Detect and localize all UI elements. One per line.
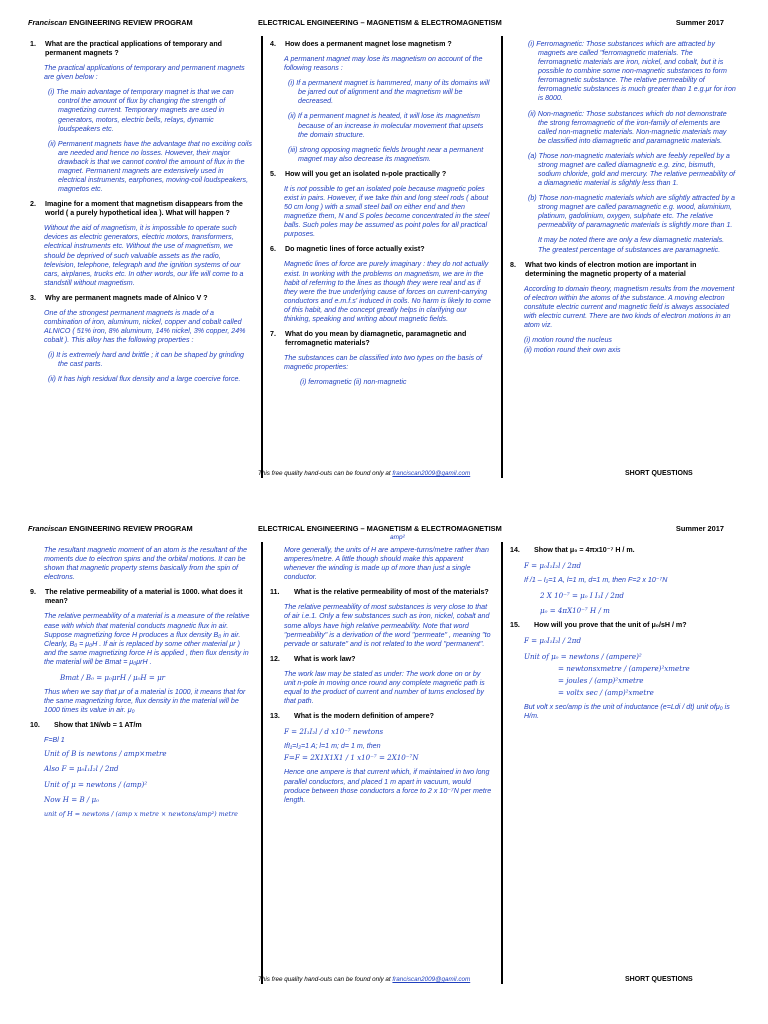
header-term: Summer 2017 (675, 18, 724, 27)
footer-email-link[interactable]: franciscan2009@gamil.com (392, 470, 471, 477)
footer-section-label: SHORT QUESTIONS (625, 976, 693, 983)
answer-14-1: F = μ₀I₁I₂l / 2πd (524, 561, 582, 571)
answer-4: A permanent magnet may lose its magnetism on account of the following reasons : (284, 55, 483, 73)
column-divider (261, 542, 263, 984)
answer-4-iii: (iii) strong opposing magnetic fields brought near a permanent magnet may also decrease its magnetism. (288, 145, 484, 163)
handout-page-2 (0, 524, 768, 1014)
answer-4-ii: (ii) If a permanent magnet is heated, it will lose its magnetism because of an increase in molecular movement that upsets the domain structure. (288, 112, 484, 139)
question-15: 15. How will you prove that the unit of μ₀/sH / m? (510, 621, 687, 630)
answer-5: It is not possible to get an isolated pole because magnetic poles exist in pairs. However, if we take thin and long steel rods ( about 50 cm long ) with a small steel ball on either end and then magnetize them, N and S poles become concentrated in the steel balls. Such poles may be assumed as point poles for all practical purposes. (284, 184, 490, 239)
question-9: 9. The relative permeability of a material is 1000. what does it mean? (30, 588, 243, 606)
answer-7-diamagnetic: (a) Those non-magnetic materials which are feebly repelled by a strong magnet are called diamagnetic e.g. zinc, bismuth, sodium chloride, gold and mercury. The relative permeability of a diamagnetic material is slightly less than 1. (528, 151, 736, 188)
answer-10-2: Unit of B is newtons / amp×metre (44, 749, 167, 759)
answer-6: Magnetic lines of force are purely imaginary : they do not actually exist. In working with the problems on magnetism, we are in the habit of referring to the lines as though they were real and as if they were the true underlying cause of forces on current-carrying conductors and e.m.f.s' induced in coils. No harm is likely to come of this habit, and the concept greatly helps in clarifying our thinking, speaking and writing about magnetic fields. (284, 260, 491, 323)
answer-13-4: Hence one ampere is that current which, if maintained in two long parallel conductors, and placed 1 m apart in vacuum, would produce between those conductors a force to 2 x 10⁻⁷N per metre length. (284, 768, 492, 804)
header-program: ENGINEERING REVIEW PROGRAM (67, 18, 193, 27)
question-5: 5. How will you get an isolated n-pole practically ? (270, 169, 447, 178)
header-program: ENGINEERING REVIEW PROGRAM (67, 524, 193, 533)
answer-11: The relative permeability of most substances is very close to that of air i.e.1. Only a few substances such as iron, nickel, cobalt and some alloys have high relative permeability. Note that word "permeability" is a derivation of the word "permeate" , meaning "to pervade or saturate" and is not related to the word "permanent". (284, 603, 491, 648)
answer-8: According to domain theory, magnetism results from the movement of electron within the atoms of the substance. A moving electron constitute electric current and magnetic field is always associated with electric current. There are two kinds of electron motions in an atom viz. (524, 284, 735, 330)
answer-14-3: 2 X 10⁻⁷ = μ₀ I I₁I / 2πd (540, 591, 624, 601)
question-11: 11. What is the relative permeability of most of the materials? (270, 588, 489, 597)
answer-12: The work law may be stated as under: The work done on or by unit n-pole in moving once round any complete magnetic path is equal to the product of current and number of turns enclosed by that path. (284, 669, 485, 706)
answer-13-2: IfI₁=I₂=1 A; l=1 m; d= 1 m, then (284, 742, 381, 751)
answer-7-types: (i) ferromagnetic (ii) non-magnetic (300, 378, 407, 387)
header-org-italic: Franciscan (28, 524, 68, 533)
answer-13-3: F=F = 2X1X1X1 / 1 x10⁻⁷ = 2X10⁻⁷N (284, 753, 419, 763)
column-2 (270, 40, 492, 393)
answer-7: The substances can be classified into two types on the basis of magnetic properties: (284, 354, 482, 372)
column-1 (30, 546, 252, 824)
column-2 (270, 546, 492, 811)
page-header (28, 18, 740, 30)
header-term: Summer 2017 (675, 524, 724, 533)
answer-15-1: F = μ₀I₁I₂l / 2πd (524, 636, 582, 646)
answer-8-continued: The resultant magnetic moment of an atom is the resultant of the moments due to electron spins and the orbital motions. It can be shown that magnetic property stems basically from the spin of electrons. (44, 546, 248, 582)
answer-1-intro: The practical applications of temporary and permanent magnets are given below : (44, 64, 245, 82)
answer-4-i: (i) If a permanent magnet is hammered, many of its domains will be jarred out of alignment and the magnetism will be decreased. (288, 79, 490, 106)
answer-10-3: Also F = μ₀I₁I₂l / 2πd (44, 764, 119, 774)
answer-15-2: Unit of μ₀ = newtons / (ampere)² (524, 651, 642, 661)
answer-14-2: If /1 – I₂=1 A, l=1 m, d=1 m, then F=2 x 10⁻⁷N (524, 576, 668, 585)
column-divider (261, 36, 263, 478)
answer-9-b: Thus when we say that μr of a material is 1000, it means that for the same magnetizing force, flux density in the material will be 1000 times its value in air. μ₀ (44, 688, 246, 715)
column-divider (501, 36, 503, 478)
header-subject: ELECTRICAL ENGINEERING – MAGNETISM & ELECTROMAGNETISM (258, 18, 502, 27)
question-13: 13. What is the modern definition of ampere? (270, 712, 434, 721)
question-10: 10. Show that 1N/wb = 1 AT/m (30, 721, 142, 730)
formula-9: Bmat / B₀ = μ₀μrH / μ₀H = μr (60, 672, 166, 682)
column-divider (501, 542, 503, 984)
answer-10-continued: More generally, the units of H are ampere-turns/metre rather than amperes/metre. A little though should make this apparent whenever the winding is made up of more than just a single conductor. (284, 546, 489, 582)
header-subject: ELECTRICAL ENGINEERING – MAGNETISM & ELECTROMAGNETISM (258, 524, 502, 533)
answer-9: The relative permeability of a material is a measure of the relative ease with which that material conducts magnetic flux in air. Suppose magnetizing force H produces a flux density B₀ in air. Clearly, B₀ = μ₀H . If air is replaced by some other material μr ) and the same magnetizing force H is applied , then flux density in the material will be Bmat = μ₀μrH . (44, 612, 250, 666)
answer-3-i: (i) It is extremely hard and brittle ; it can be shaped by grinding the cast parts. (48, 351, 244, 369)
answer-7-non-magnetic: (ii) Non-magnetic: Those substances which do not demonstrate the strong ferromagnetic of the iron-family of elements are called non-magnetic materials. Non-magnetic materials may be classified into diamagnetic and paramagnetic materials. (528, 109, 727, 145)
answer-13-1: F = 2I₁I₂l / d x10⁻⁷ newtons (284, 727, 384, 737)
question-3: 3. Why are permanent magnets made of Alnico V ? (30, 293, 208, 302)
answer-1-i: (i) The main advantage of temporary magnet is that we can control the amount of flux by changing the strength of magnetizing current. Temporary magnets are used in generators, motors, electric bells, relays, dynamic loudspeakers etc. (48, 88, 234, 133)
answer-10-6: unit of H = newtons / (amp x metre × newtons/amp²) metre (44, 809, 238, 818)
answer-7-note: It may be noted there are only a few diamagnetic materials. The greatest percentage of substances are paramagnetic. (538, 236, 725, 254)
top-note: amp² (390, 534, 405, 541)
question-2: 2. Imagine for a moment that magnetism disappears from the world ( a purely hypothetical idea ). What will happen ? (30, 200, 243, 218)
column-3 (510, 40, 736, 361)
column-3 (510, 546, 736, 727)
answer-15-3: = newtonsxmetre / (ampere)²xmetre (558, 663, 690, 673)
answer-7-paramagnetic: (b) Those non-magnetic materials which are slightly attracted by a strong magnet are called paramagnetic e.g. wood, aluminium, platinum, gadolinium, oxygen, sulphate etc. The relative permeability of paramagnetic materials is slightly more than 1. (528, 194, 735, 230)
footer-section-label: SHORT QUESTIONS (625, 470, 693, 477)
answer-15-6: But volt x sec/amp is the unit of inductance (e=Ldi / dt) unit ofμ₀ is H/m. (524, 702, 730, 720)
question-12: 12. What is work law? (270, 654, 356, 663)
answer-10-1: F=Bl 1 (44, 736, 65, 745)
answer-14-4: μ₀ = 4πX10⁻⁷ H / m (540, 606, 610, 616)
footer-note: This free quality hand-outs can be found only at franciscan2009@gamil.com (258, 470, 471, 477)
question-6: 6. Do magnetic lines of force actually exist? (270, 245, 425, 254)
question-4: 4. How does a permanent magnet lose magnetism ? (270, 40, 452, 48)
answer-10-5: Now H = B / μ₀ (44, 794, 100, 804)
footer-email-link[interactable]: franciscan2009@gamil.com (392, 976, 471, 983)
question-7: 7. What do you mean by diamagnetic, paramagnetic and ferromagnetic materials? (270, 330, 467, 348)
column-1 (30, 40, 252, 391)
footer-note: This free quality hand-outs can be found only at franciscan2009@gamil.com (258, 976, 471, 983)
answer-8-ii: (ii) motion round their own axis (524, 346, 621, 355)
answer-3: One of the strongest permanent magnets is made of a combination of iron, aluminum, nickel, copper and cobalt called ALNICO ( 51% iron, 8% aluminum, 14% nickel, 3% copper, 24% cobalt ). This alloy has the following properties : (44, 308, 246, 345)
header-org-italic: Franciscan (28, 18, 68, 27)
answer-1-ii: (ii) Permanent magnets have the advantage that no exciting coils are needed and hence no losses. However, their major drawback is that we cannot control the amount of flux in the magnet. Permanent magnets are extensively used in electrical instruments, earphones, moving-coil loudspeakers, magnetos etc. (48, 139, 252, 194)
handout-page-1 (0, 18, 768, 508)
question-1: 1. What are the practical applications of temporary and permanent magnets ? (30, 40, 222, 58)
answer-15-4: = joules / (amp)²xmetre (558, 675, 644, 685)
answer-2: Without the aid of magnetism, it is impossible to operate such devices as electric generators, electric motors, transformers, electrical instruments etc. Without the use of magnetism, we should be deprived of such valuable assets as the radio, television, telephone, telegraph and the ignition systems of our cars, airplanes, trucks etc. In other words, our life will come to a standstill without magnetism. (44, 224, 244, 287)
answer-8-i: (i) motion round the nucleus (524, 336, 612, 345)
answer-10-4: Unit of μ = newtons / (amp)² (44, 779, 148, 789)
answer-15-5: = voltx sec / (amp)²xmetre (558, 687, 654, 697)
answer-3-ii: (ii) It has high residual flux density and a large coercive force. (48, 375, 241, 384)
page-header (28, 524, 740, 536)
answer-7-ferromagnetic: (i) Ferromagnetic: Those substances which are attracted by magnets are called "ferromagnetic materials. The ferromagnetic materials are iron, nickel, and cobalt, but it is possible to combine some non-magnetic substances to form ferromagnetic substance. The relative permeability of ferromagnetic substances is much greater than 1 e.g.μr for iron is 8000. (528, 40, 736, 103)
question-14: 14. Show that μ₀ = 4πx10⁻⁷ H / m. (510, 546, 635, 554)
question-8: 8. What two kinds of electron motion are important in determining the magnetic property of a material (510, 260, 697, 278)
